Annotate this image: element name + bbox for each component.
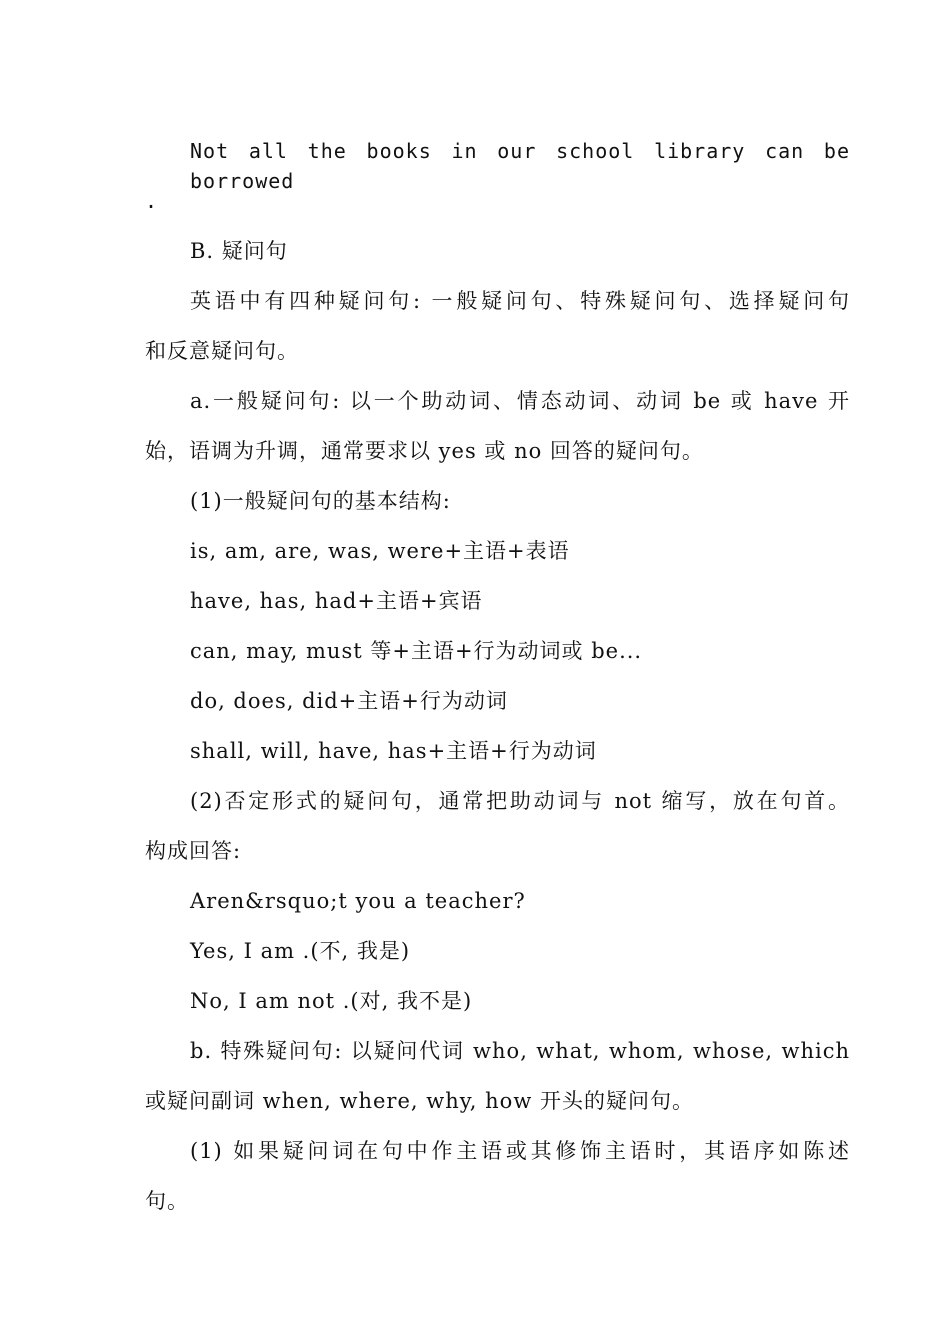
text-line: is, am, are, was, were+主语+表语 <box>190 539 570 563</box>
text-line: . <box>145 189 159 213</box>
text-line: a.一般疑问句: 以一个助动词、情态动词、动词 be 或 have 开 <box>190 389 850 413</box>
text-line: do, does, did+主语+行为动词 <box>190 689 508 713</box>
text-line: Yes, I am .(不, 我是) <box>190 939 411 963</box>
section-heading: B. 疑问句 <box>190 239 288 263</box>
text-line: (1) 如果疑问词在句中作主语或其修饰主语时，其语序如陈述 <box>190 1139 850 1163</box>
text-line: 英语中有四种疑问句: 一般疑问句、特殊疑问句、选择疑问句 <box>190 289 850 313</box>
text-line: 句。 <box>145 1189 189 1213</box>
text-line: 或疑问副词 when, where, why, how 开头的疑问句。 <box>145 1089 694 1113</box>
text-line: 始，语调为升调，通常要求以 yes 或 no 回答的疑问句。 <box>145 439 704 463</box>
text-line: 构成回答: <box>145 839 242 863</box>
text-line: shall, will, have, has+主语+行为动词 <box>190 739 597 763</box>
text-line: can, may, must 等+主语+行为动词或 be... <box>190 639 643 663</box>
text-line: No, I am not .(对, 我不是) <box>190 989 473 1013</box>
text-line: have, has, had+主语+宾语 <box>190 589 483 613</box>
text-line: Not all the books in our school library can be borrowed <box>190 139 850 193</box>
text-line: (2)否定形式的疑问句，通常把助动词与 not 缩写，放在句首。 <box>190 789 850 813</box>
text-line: Aren&rsquo;t you a teacher? <box>190 889 526 913</box>
text-line: b. 特殊疑问句: 以疑问代词 who, what, whom, whose, which <box>190 1039 850 1063</box>
text-line: 和反意疑问句。 <box>145 339 299 363</box>
text-line: (1)一般疑问句的基本结构: <box>190 489 451 513</box>
